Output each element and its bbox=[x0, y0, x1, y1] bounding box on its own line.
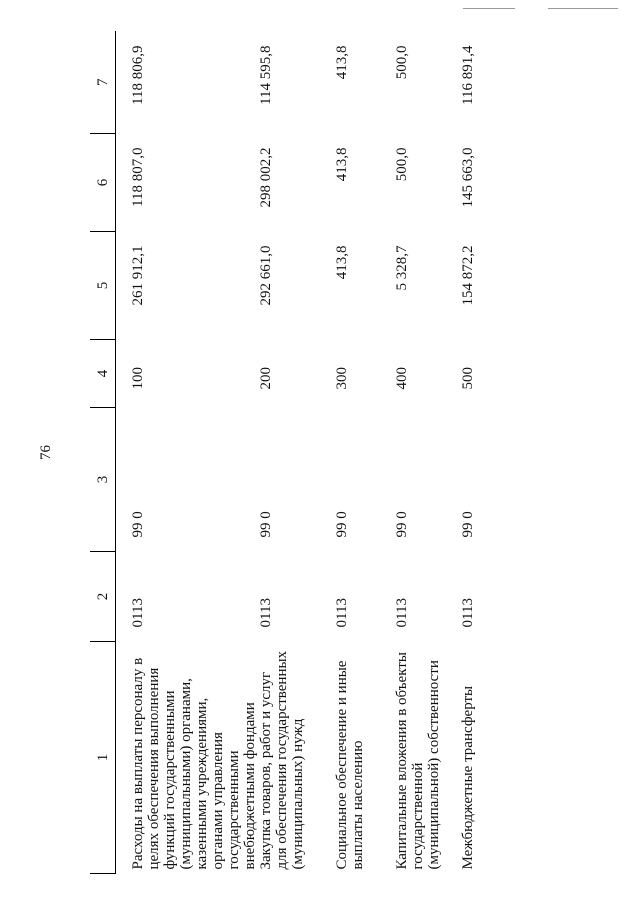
column-header: 7 bbox=[90, 32, 116, 134]
column-header: 1 bbox=[90, 642, 116, 874]
amount-cell: 154 872,2 bbox=[460, 245, 476, 306]
table-header-row bbox=[90, 32, 116, 874]
program-code: 99 0 bbox=[394, 511, 410, 538]
section-code: 0113 bbox=[130, 598, 146, 628]
section-code: 0113 bbox=[258, 598, 274, 628]
amount-cell: 118 807,0 bbox=[130, 147, 146, 207]
amount-cell: 500,0 bbox=[394, 45, 410, 80]
expense-name: Закупка товаров, работ и услуг для обеспечения государственных (муниципальных) нужд bbox=[258, 650, 306, 870]
column-header: 2 bbox=[90, 552, 116, 642]
expense-type-code: 500 bbox=[460, 367, 476, 390]
table-row bbox=[116, 32, 259, 874]
expense-name: Межбюджетные трансферты bbox=[460, 685, 476, 870]
expense-name: Капитальные вложения в объекты государственной (муниципальной) собственности bbox=[394, 652, 442, 870]
budget-table bbox=[90, 32, 500, 875]
expense-type-code: 300 bbox=[334, 367, 350, 390]
amount-cell: 298 002,2 bbox=[258, 147, 274, 208]
amount-cell: 5 328,7 bbox=[394, 245, 410, 291]
program-code: 99 0 bbox=[460, 511, 476, 538]
expense-type-code: 100 bbox=[130, 367, 146, 390]
amount-cell: 145 663,0 bbox=[460, 147, 476, 208]
column-header: 6 bbox=[90, 134, 116, 232]
table-row bbox=[334, 32, 394, 874]
page-number: 76 bbox=[38, 445, 54, 460]
program-code: 99 0 bbox=[334, 511, 350, 538]
section-code: 0113 bbox=[334, 598, 350, 628]
table-row bbox=[258, 32, 334, 874]
table-row bbox=[460, 32, 500, 874]
section-code: 0113 bbox=[460, 598, 476, 628]
expense-name: Расходы на выплаты персоналу в целях обеспечения выполнения функций государственными (муниципальными) органами, казенными учреждениями, органами управления государственными внебюджетными фондами bbox=[130, 657, 258, 870]
amount-cell: 114 595,8 bbox=[258, 45, 274, 105]
amount-cell: 500,0 bbox=[394, 147, 410, 182]
program-code: 99 0 bbox=[130, 511, 146, 538]
column-header: 4 bbox=[90, 340, 116, 408]
amount-cell: 413,8 bbox=[334, 45, 350, 80]
expense-type-code: 200 bbox=[258, 367, 274, 390]
amount-cell: 116 891,4 bbox=[460, 45, 476, 105]
amount-cell: 413,8 bbox=[334, 245, 350, 280]
program-code: 99 0 bbox=[258, 511, 274, 538]
expense-name: Социальное обеспечение и иные выплаты населению bbox=[334, 660, 366, 870]
section-code: 0113 bbox=[394, 598, 410, 628]
amount-cell: 292 661,0 bbox=[258, 245, 274, 306]
amount-cell: 118 806,9 bbox=[130, 45, 146, 105]
expense-type-code: 400 bbox=[394, 367, 410, 390]
column-header: 5 bbox=[90, 232, 116, 340]
table-row bbox=[394, 32, 460, 874]
amount-cell: 261 912,1 bbox=[130, 245, 146, 306]
column-header: 3 bbox=[90, 408, 116, 552]
amount-cell: 413,8 bbox=[334, 147, 350, 182]
